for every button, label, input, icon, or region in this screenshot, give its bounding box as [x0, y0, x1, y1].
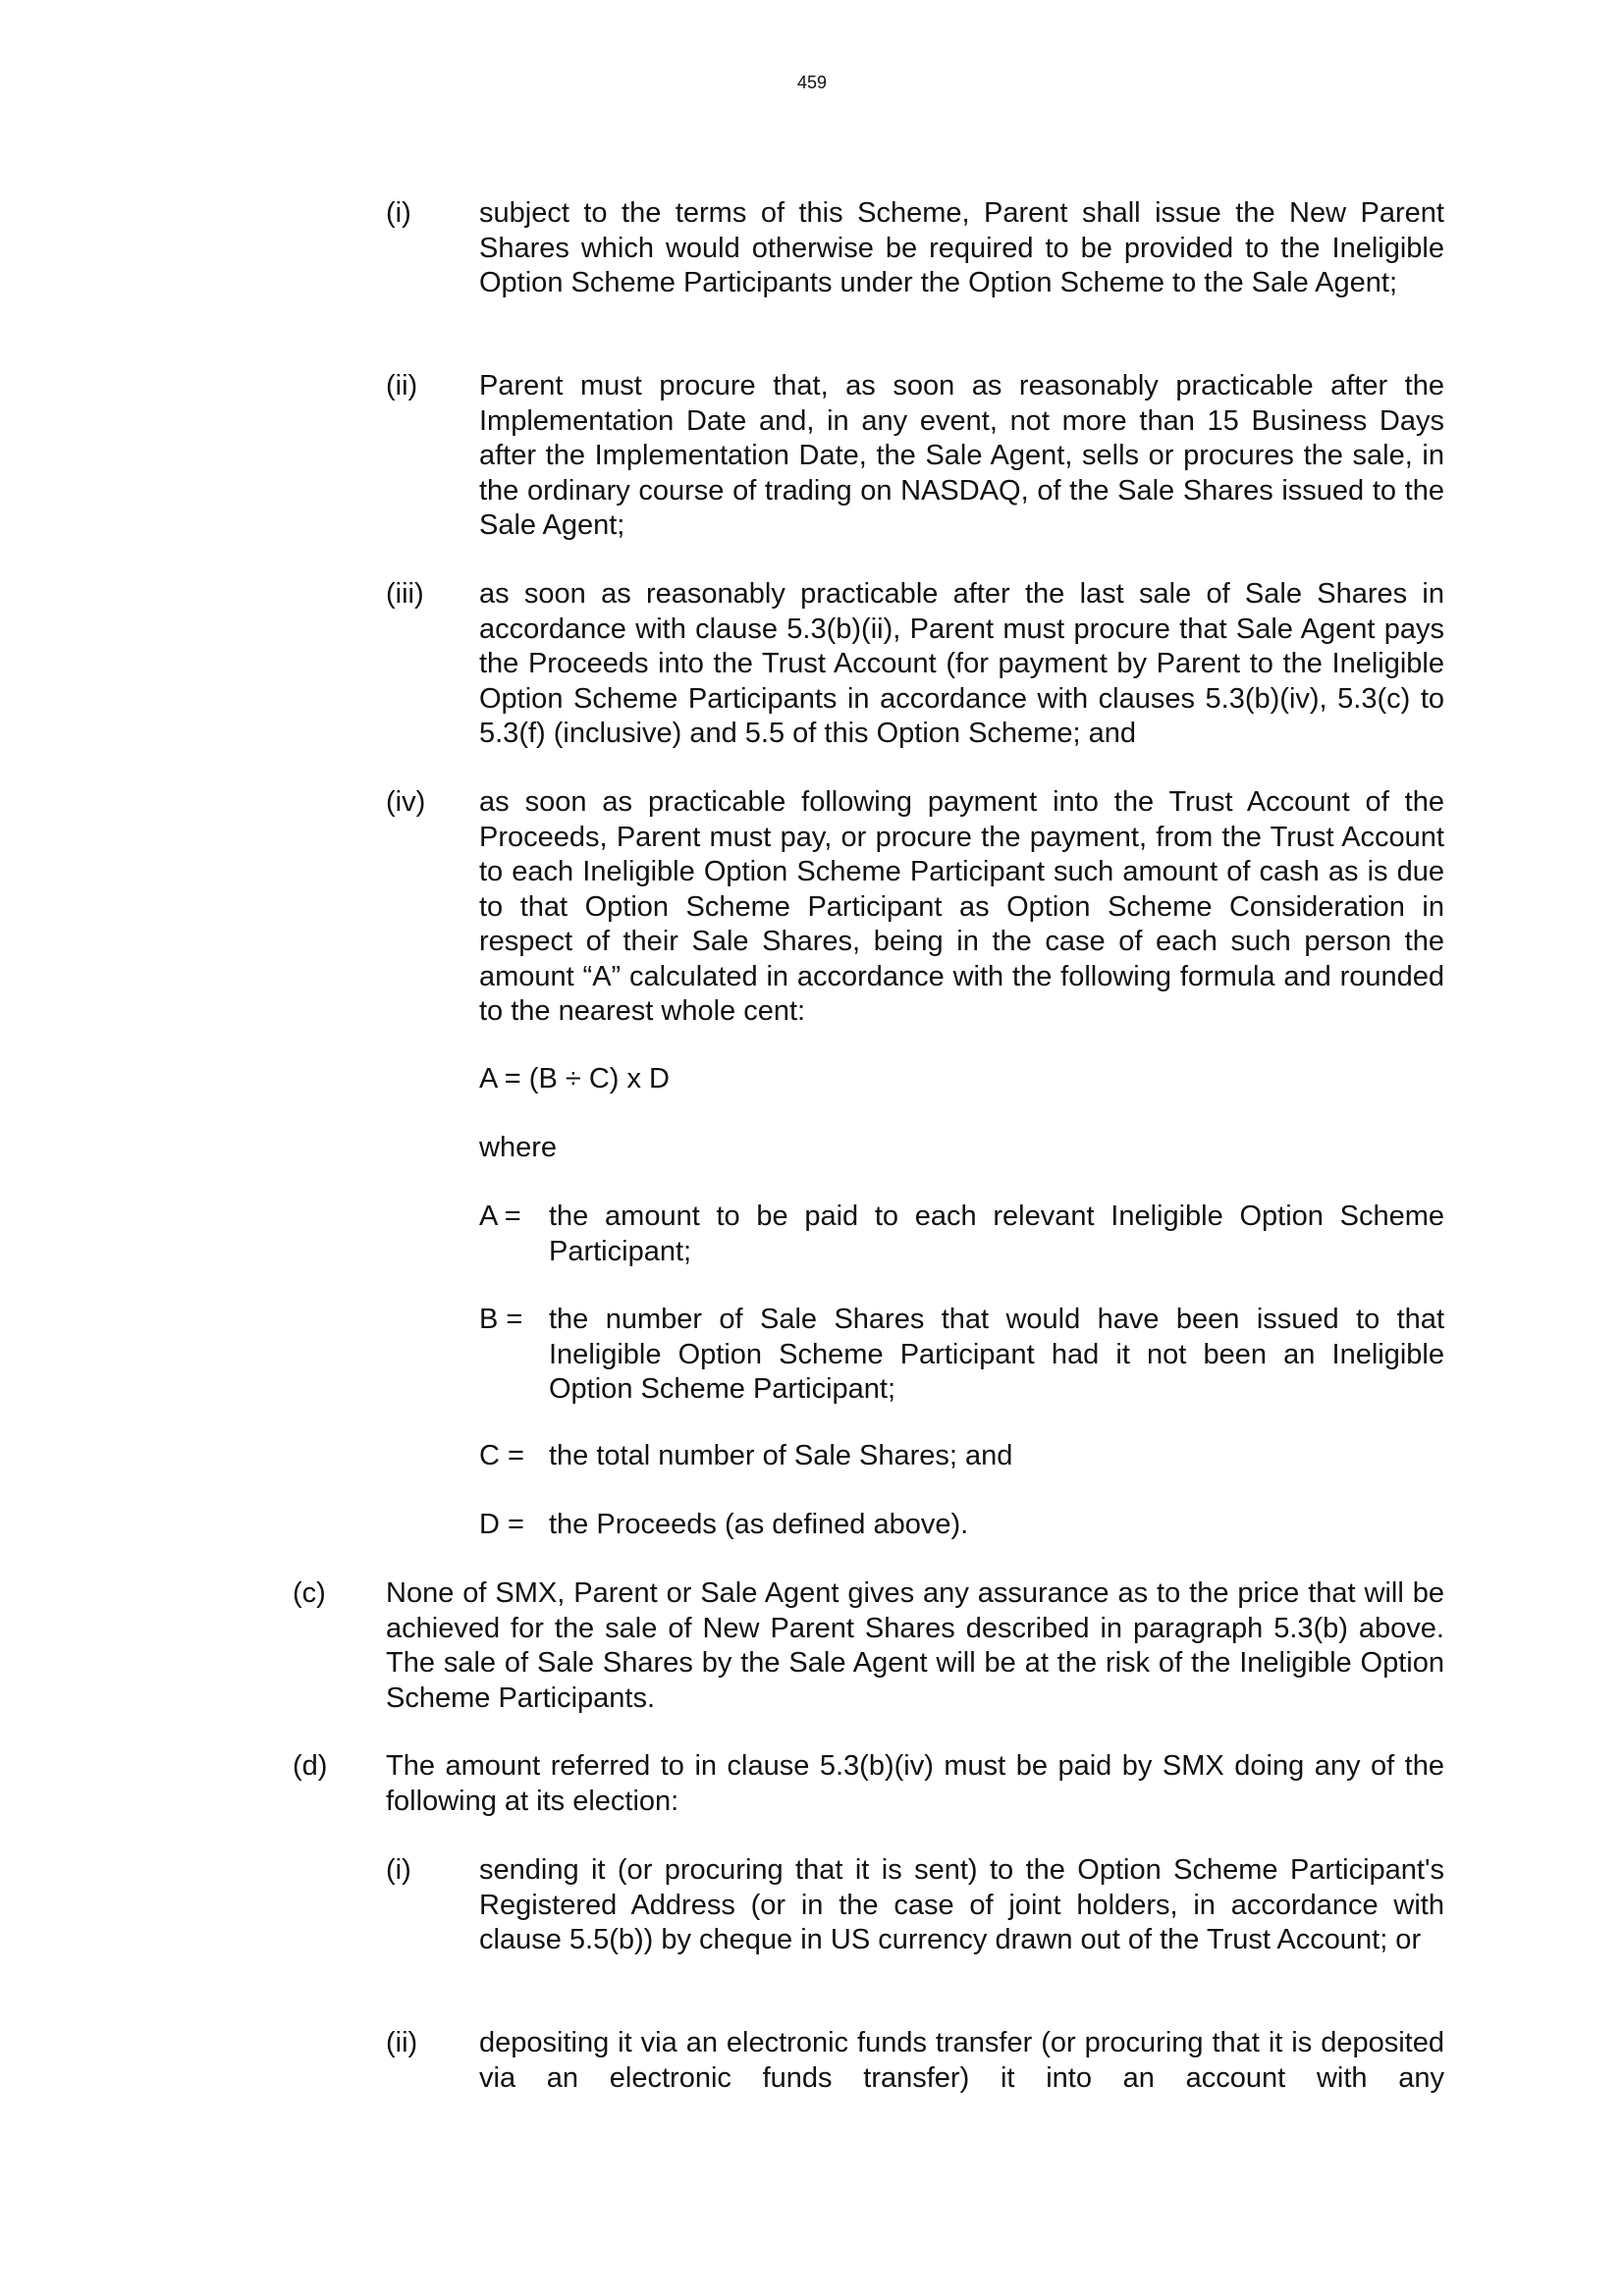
item-text: sending it (or procuring that it is sent) to the Option Scheme Participant's Registered Address (or in the case of joint holders, in accordance with clause 5.5(b)) by cheque in US currency drawn out of the Trust Account; or — [479, 1854, 1444, 1955]
item-label: (iii) — [386, 578, 424, 610]
item-label: (ii) — [386, 2027, 418, 2058]
item-text: Parent must procure that, as soon as reasonably practicable after the Implementation Date and, in any event, not more than 15 Business Days after the Implementation Date, the Sale Agent, sells or procures the sale, in the ordinary course of trading on NASDAQ, of the Sale Shares issued to the Sale Agent; — [479, 370, 1444, 541]
page-number: 459 — [796, 73, 828, 92]
definition-term: C = — [479, 1440, 524, 1471]
definition-term: A = — [479, 1201, 521, 1232]
definition-text: the amount to be paid to each relevant Ineligible Option Scheme Participant; — [549, 1201, 1444, 1267]
definition-text: the Proceeds (as defined above). — [549, 1509, 969, 1540]
definition-term: B = — [479, 1304, 523, 1335]
item-text: as soon as reasonably practicable after the last sale of Sale Shares in accordance with clause 5.3(b)(ii), Parent must procure that Sale Agent pays the Proceeds into the Trust Account (for payment by Parent to the Ineligible Option Scheme Participants in accordance with clauses 5.3(b)(iv), 5.3(c) to 5.3(f) (inclusive) and 5.5 of this Option Scheme; and — [479, 578, 1444, 749]
item-text: depositing it via an electronic funds transfer (or procuring that it is deposited via an electronic funds transfer) it into an account with any — [479, 2027, 1444, 2094]
formula: A = (B ÷ C) x D — [479, 1063, 670, 1095]
definition-text: the number of Sale Shares that would have been issued to that Ineligible Option Scheme Participant had it not been an Ineligible Option Scheme Participant; — [549, 1304, 1444, 1405]
item-label: (i) — [386, 197, 411, 229]
item-text: subject to the terms of this Scheme, Parent shall issue the New Parent Shares which would otherwise be required to be provided to the Ineligible Option Scheme Participants under the Option Scheme to the Sale Agent; — [479, 197, 1444, 298]
clause-text: The amount referred to in clause 5.3(b)(iv) must be paid by SMX doing any of the following at its election: — [386, 1750, 1444, 1817]
where-label: where — [479, 1132, 557, 1163]
clause-label: (c) — [293, 1577, 326, 1609]
definition-text: the total number of Sale Shares; and — [549, 1440, 1013, 1471]
item-label: (ii) — [386, 370, 418, 401]
item-text: as soon as practicable following payment into the Trust Account of the Proceeds, Parent must pay, or procure the payment, from the Trust Account to each Ineligible Option Scheme Participant such amount of cash as is due to that Option Scheme Participant as Option Scheme Consideration in respect of their Sale Shares, being in the case of each such person the amount “A” calculated in accordance with the following formula and rounded to the nearest whole cent: — [479, 786, 1444, 1027]
definition-term: D = — [479, 1509, 524, 1540]
item-label: (i) — [386, 1854, 411, 1886]
clause-label: (d) — [293, 1750, 328, 1782]
item-label: (iv) — [386, 786, 426, 818]
clause-text: None of SMX, Parent or Sale Agent gives any assurance as to the price that will be achieved for the sale of New Parent Shares described in paragraph 5.3(b) above. The sale of Sale Shares by the Sale Agent will be at the risk of the Ineligible Option Scheme Participants. — [386, 1577, 1444, 1714]
